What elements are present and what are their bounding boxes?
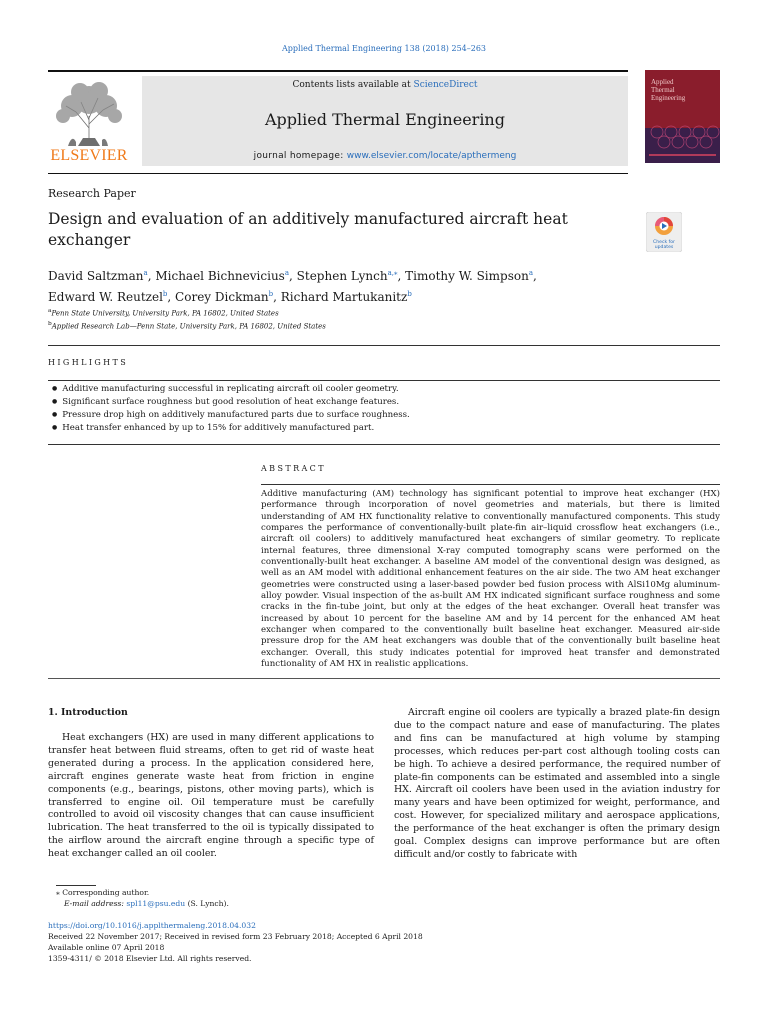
- author-separator: ,: [167, 290, 176, 304]
- author-name[interactable]: Timothy W. Simpson: [405, 269, 529, 283]
- author-name[interactable]: Michael Bichnevicius: [155, 269, 285, 283]
- email-link[interactable]: spl11@psu.edu: [126, 899, 186, 908]
- abstract-heading: ABSTRACT: [261, 464, 326, 473]
- highlights-bottom-rule: [48, 444, 720, 445]
- affiliation-text: Applied Research Lab—Penn State, University Park, PA 16802, United States: [51, 322, 326, 331]
- article-type: Research Paper: [48, 187, 136, 200]
- check-for-updates-icon[interactable]: [646, 212, 682, 252]
- author-affiliation-mark[interactable]: a: [284, 269, 290, 277]
- highlights-top-rule: [48, 345, 720, 346]
- contents-prefix: Contents lists available at: [292, 80, 414, 90]
- abstract-rule: [261, 484, 720, 485]
- check-updates-line1: Check for: [653, 240, 675, 245]
- affiliation-item: [48, 319, 628, 332]
- affiliation-mark: a: [48, 308, 52, 314]
- journal-citation[interactable]: Applied Thermal Engineering 138 (2018) 254–263: [281, 44, 487, 53]
- author-affiliation-mark[interactable]: b: [268, 290, 274, 298]
- author-affiliation-mark[interactable]: a: [143, 269, 148, 277]
- author-affiliation-mark[interactable]: b: [162, 290, 168, 298]
- author-name[interactable]: David Saltzman: [48, 269, 144, 283]
- journal-name: Applied Thermal Engineering: [265, 110, 505, 129]
- corresponding-author-note: ⁎ Corresponding author.: [56, 888, 150, 897]
- received-dates: Received 22 November 2017; Received in revised form 23 February 2018; Accepted 6 April 2018: [48, 932, 423, 941]
- author-separator: ,: [289, 269, 297, 283]
- highlight-item: ● Pressure drop high on additively manufactured parts due to surface roughness.: [52, 409, 712, 422]
- footnote-rule: [56, 885, 96, 886]
- author-affiliation-mark[interactable]: a,⁎: [387, 269, 398, 277]
- highlights-heading: HIGHLIGHTS: [48, 358, 129, 367]
- author-separator: ,: [147, 269, 156, 283]
- author-separator: ,: [397, 269, 406, 283]
- doi-link[interactable]: https://doi.org/10.1016/j.applthermaleng.2018.04.032: [48, 921, 256, 930]
- author-list: [48, 264, 628, 306]
- author-name[interactable]: Stephen Lynch: [296, 269, 388, 283]
- author-affiliation-mark[interactable]: a: [528, 269, 533, 277]
- cover-title: [651, 78, 717, 102]
- paper-title: Design and evaluation of an additively manufactured aircraft heat exchanger: [48, 210, 568, 249]
- homepage-line: [142, 151, 628, 161]
- section-heading-introduction: 1. Introduction: [48, 707, 128, 718]
- available-online: Available online 07 April 2018: [48, 943, 165, 952]
- elsevier-wordmark: ELSEVIER: [50, 147, 128, 164]
- affiliation-item: [48, 306, 628, 319]
- author-affiliation-mark[interactable]: b: [407, 290, 412, 298]
- author-name[interactable]: Richard Martukanitz: [280, 290, 408, 304]
- copyright-line: 1359-4311/ © 2018 Elsevier Ltd. All rights reserved.: [48, 954, 252, 963]
- sciencedirect-link[interactable]: ScienceDirect: [413, 80, 478, 90]
- cover-title-line: Engineering: [651, 94, 686, 102]
- author-name[interactable]: Corey Dickman: [175, 290, 269, 304]
- email-label: E-mail address:: [64, 899, 127, 908]
- check-updates-line2: updates: [654, 245, 674, 250]
- affiliation-text: Penn State University, University Park, PA 16802, United States: [51, 309, 279, 318]
- abstract-bottom-rule: [48, 678, 720, 679]
- highlights-rule: [48, 380, 720, 381]
- contents-line: [142, 80, 628, 90]
- highlight-item: ● Heat transfer enhanced by up to 15% for additively manufactured part.: [52, 422, 712, 435]
- affiliation-mark: b: [48, 321, 52, 328]
- author-name[interactable]: Edward W. Reutzel: [48, 290, 163, 304]
- masthead-bottom-rule: [48, 173, 628, 174]
- affiliation-list: [48, 306, 628, 333]
- homepage-link[interactable]: www.elsevier.com/locate/apthermeng: [346, 151, 517, 161]
- highlight-item: ● Significant surface roughness but good resolution of heat exchange features.: [52, 396, 712, 409]
- email-suffix: (S. Lynch).: [185, 899, 229, 908]
- abstract-text: Additive manufacturing (AM) technology has significant potential to improve heat exchanger (HX) performance through incorporation of novel geometries and materials, but there is limited understanding of AM HX functionality relative to conventionally manufactured components. This study compares the performance of conventionally-built plate-fin air–liquid crossflow heat exchangers (i.e., aircraft oil coolers) to additively manufactured heat exchangers of similar geometry. To replicate internal features, three dimensional X-ray computed tomography scans were performed on the conventionally-built heat exchanger. A baseline AM model of the conventional design was designed, as well as an AM model with additional enhancement features on the air side. The two AM heat exchanger geometries were constructed using a laser-based powder bed fusion process with AlSi10Mg aluminum-alloy powder. Visual inspection of the as-built AM HX indicated significant surface roughness and some cracks in the fin-tube joint, but only at the edges of the heat exchanger. Overall heat transfer was increased by about 10 percent for the baseline AM and by 14 percent for the enhanced AM heat exchanger when compared to the conventionally built baseline heat exchanger. Measured air-side pressure drop for the AM heat exchangers was double that of the conventionally built baseline heat exchanger. Overall, this study indicates potential for improved heat transfer and demonstrated functionality of AM HX in realistic applications.: [261, 489, 720, 670]
- cover-title-line: Thermal: [651, 86, 675, 94]
- author-separator: ,: [533, 269, 537, 283]
- email-note: [64, 899, 229, 908]
- cover-title-line: Applied: [651, 78, 674, 86]
- body-paragraph-right: Aircraft engine oil coolers are typically a brazed plate-fin design due to the compact nature and ease of manufacturing. The plates and fins can be manufactured at high volume by stamping processes, which reduces per-part cost although tooling costs can be high. To achieve a desired performance, the required number of plate-fin components can be estimated and assembled into a single HX. Aircraft oil coolers have been used in the aviation industry for many years and have been optimized for weight, performance, and cost. However, for specialized military and aerospace applications, the performance of the heat exchanger is often the primary design goal. Complex designs can improve performance but are often difficult and/or costly to fabricate with: [394, 707, 720, 860]
- highlights-list: [52, 383, 712, 435]
- author-separator: ,: [273, 290, 281, 304]
- body-paragraph-left: Heat exchangers (HX) are used in many different applications to transfer heat between fluid streams, often to get rid of waste heat generated during a process. In the application considered here, aircraft engines generate waste heat from friction in engine components (e.g., bearings, pistons, other moving parts), which is transferred to engine oil. Oil temperature must be carefully controlled to avoid oil viscosity changes that can cause insufficient lubrication. The heat transferred to the oil is typically dissipated to the airflow around the aircraft engine through a specific type of heat exchanger called an oil cooler.: [48, 732, 374, 860]
- homepage-label: journal homepage:: [253, 151, 347, 161]
- masthead-top-rule: [48, 70, 628, 72]
- highlight-item: ● Additive manufacturing successful in replicating aircraft oil cooler geometry.: [52, 383, 712, 396]
